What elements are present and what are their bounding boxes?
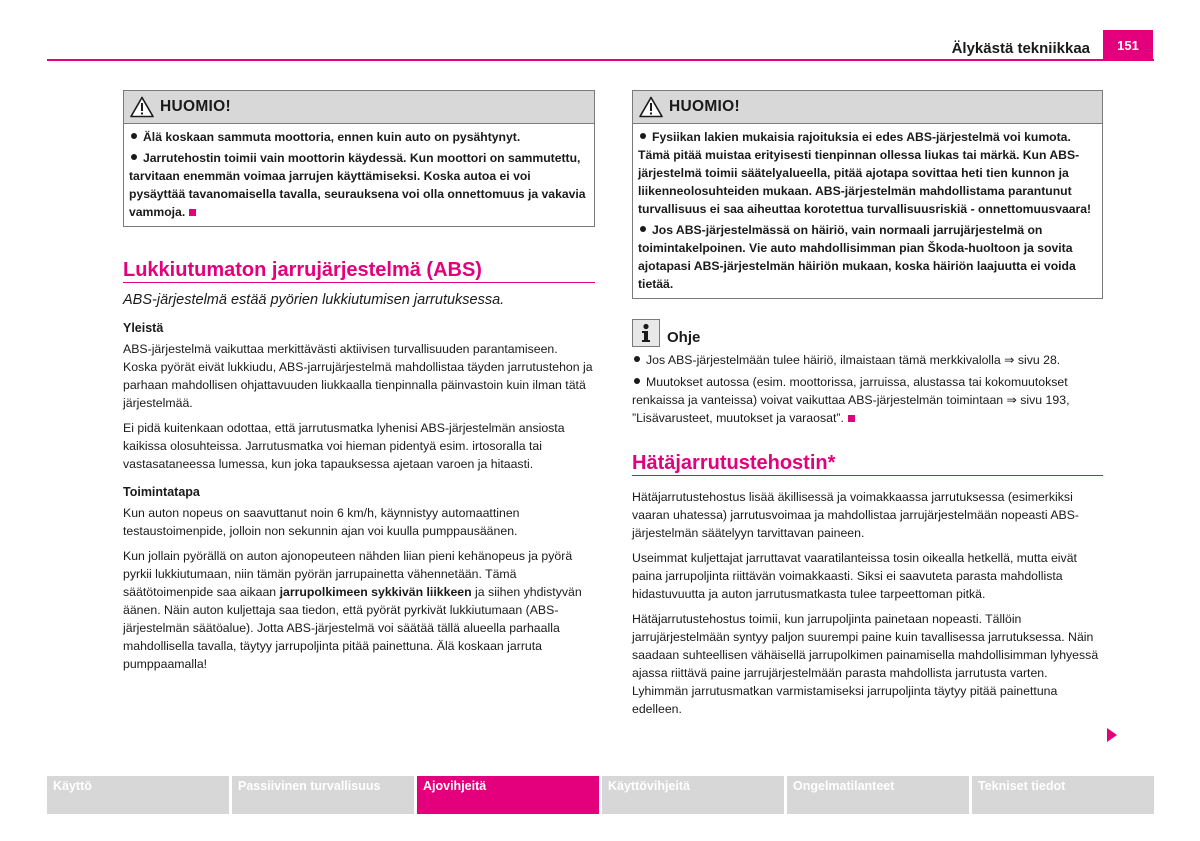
warning-item: Jos ABS-järjestelmässä on häiriö, vain normaali jarrujärjestelmä on toimintakelpoinen. Vie auto mahdollisimman pian Škoda-huoltoon ja sovita ajotapasi ABS-järjestelmän häiriön mukaan, koska häiriön laajuutta ei voida tietää. xyxy=(638,223,1076,291)
nav-tab-technical-data[interactable]: Tekniset tiedot xyxy=(972,776,1154,814)
subheading-general: Yleistä xyxy=(123,321,164,335)
bullet-icon xyxy=(632,376,642,386)
warning-header xyxy=(633,91,1102,124)
section-subtitle: ABS-järjestelmä estää pyörien lukkiutumisen jarrutuksessa. xyxy=(123,292,505,308)
note-item: Muutokset autossa (esim. moottorissa, jarruissa, alustassa tai kokomuutokset renkaissa ja vanteissa) voivat vaikuttaa ABS-järjestelmän toimintaan ⇒ sivu 193, ”Lisävarusteet, muutokset ja varaosat”. xyxy=(632,375,1070,425)
bullet-icon xyxy=(638,224,648,234)
section-title-abs: Lukkiutumaton jarrujärjestelmä (ABS) xyxy=(123,261,595,283)
end-of-section-icon xyxy=(848,415,855,422)
note-item: Jos ABS-järjestelmään tulee häiriö, ilmaistaan tämä merkkivalolla ⇒ sivu 28. xyxy=(632,351,1103,369)
nav-tab-usage-tips[interactable]: Käyttövihjeitä xyxy=(602,776,784,814)
warning-title: HUOMIO! xyxy=(160,98,231,115)
bullet-icon xyxy=(632,354,642,364)
warning-body xyxy=(633,124,1102,298)
warning-box-right xyxy=(632,90,1103,299)
paragraph: Kun auton nopeus on saavuttanut noin 6 km/h, käynnistyy automaattinen testaustoimenpide, jolloin non sekunnin ajan voi kuulla pumppausäänen. xyxy=(123,506,520,538)
next-page-arrow-icon[interactable] xyxy=(1107,728,1117,742)
header-rule xyxy=(47,59,1154,61)
emphasis: jarrupolkimeen sykkivän liikkeen xyxy=(279,585,472,599)
warning-triangle-icon xyxy=(639,96,663,118)
paragraph: Hätäjarrutustehostus lisää äkillisessä ja voimakkaassa jarrutuksessa (esimerkiksi vaaran uhatessa) jarrutusvoimaa ja mahdollistaa jarrujärjestelmään nopeasti ABS-järjestelmän säätelyyn tarvittavan paineen. xyxy=(632,490,1080,540)
warning-item: Jarrutehostin toimii vain moottorin käydessä. Kun moottori on sammutettu, tarvitaan enemmän voimaa jarrujen käyttämiseksi. Koska autoa ei voi pysäyttää tavanomaisella tavalla, seurauksena voi olla onnettomuus ja vakavia vammoja. xyxy=(129,151,586,219)
chapter-nav xyxy=(47,776,1154,814)
end-of-section-icon xyxy=(189,209,196,216)
warning-triangle-icon xyxy=(130,96,154,118)
bullet-icon xyxy=(129,152,139,162)
bullet-icon xyxy=(129,131,139,141)
nav-tab-kaytto[interactable]: Käyttö xyxy=(47,776,229,814)
bullet-icon xyxy=(638,131,648,141)
warning-body xyxy=(124,124,594,226)
paragraph: Ei pidä kuitenkaan odottaa, että jarrutusmatka lyhenisi ABS-järjestelmän ansiosta kaikissa olosuhteissa. Jarrutusmatka voi hieman pidentyä esim. irtosoralla tai vastasataneessa lumessa, kun joka tapauksessa ajetaan varoen ja hitaasti. xyxy=(123,421,565,471)
subheading-function: Toimintatapa xyxy=(123,485,200,499)
nav-tab-problems[interactable]: Ongelmatilanteet xyxy=(787,776,969,814)
nav-tab-passive-safety[interactable]: Passiivinen turvallisuus xyxy=(232,776,414,814)
paragraph: Hätäjarrutustehostus toimii, kun jarrupoljinta painetaan nopeasti. Tällöin jarrujärjestelmään syntyy paljon suurempi paine kuin tavallisessa jarrutuksessa. Näin saadaan suhteellisen vähäisellä jarrupolkimen painamisella mahdollisimman lyhyessä ajassa riittävä paine jarrujärjestelmään parasta mahdollista jarrutusta varten. Lyhimmän jarrutusmatkan varmistamiseksi jarrupoljinta täytyy pitää painettuna edelleen. xyxy=(632,612,1099,716)
page-number: 151 xyxy=(1103,30,1153,60)
paragraph: ABS-järjestelmä vaikuttaa merkittävästi aktiivisen turvallisuuden parantamiseen. Koska pyörät eivät lukkiudu, ABS-jarrujärjestelmä mahdollistaa täyden jarrutustehon ja parhaan mahdollisen ohjattavuuden liukkaalla tienpinnalla päinvastoin kuin ilman tätä järjestelmää. xyxy=(123,342,593,410)
warning-title: HUOMIO! xyxy=(669,98,740,115)
right-column xyxy=(632,90,1103,725)
note-header xyxy=(632,319,1103,347)
info-icon xyxy=(632,319,660,347)
paragraph: Kun jollain pyörällä on auton ajonopeuteen nähden liian pieni kehänopeus ja pyörä pyrkii lukkiutumaan, niin tämän pyörän jarrupainetta vähennetään. Tämä säätötoimenpide saa aikaan jarrupolkimeen sykkivän liikkeen ja siihen yhdistyvän äänen. Näin auton kuljettaja saa tiedon, että pyörät pyrkivät lukkiutumaan (ABS-järjestelmän säätöalue). Jotta ABS-järjestelmä voi säätää tällä alueella parhaalla mahdollisella tavalla, täytyy jarrupoljinta pitää painettuna. Älä koskaan jarruta pumppaamalla! xyxy=(123,549,582,671)
nav-tab-driving-tips[interactable]: Ajovihjeitä xyxy=(417,776,599,814)
warning-item: Älä koskaan sammuta moottoria, ennen kuin auto on pysähtynyt. xyxy=(129,128,588,146)
section-title-brake-assist: Hätäjarrutustehostin* xyxy=(632,454,1103,476)
paragraph: Useimmat kuljettajat jarruttavat vaaratilanteissa tosin oikealla hetkellä, mutta eivät paina jarrupoljinta riittävän voimakkaasti. Siksi ei saavuteta parasta mahdollista hidastuvuutta ja auton jarrutusmatkasta tulee tarpeettoman pitkä. xyxy=(632,551,1077,601)
warning-header xyxy=(124,91,594,124)
page-title: Älykästä tekniikkaa xyxy=(951,40,1090,57)
note-title: Ohje xyxy=(667,329,701,346)
left-column xyxy=(123,90,595,680)
warning-item: Fysiikan lakien mukaisia rajoituksia ei edes ABS-järjestelmä voi kumota. Tämä pitää muistaa erityisesti tienpinnan ollessa liukas tai märkä. Kun ABS-järjestelmä toimii säätelyalueella, pitää ajotapa sovittaa heti tien kunnon ja liikenneolosuhteiden mukaan. ABS-järjestelmän mahdollistama parantunut turvallisuus ei saa aiheuttaa korotettua turvallisuusriskiä - onnettomuusvaara! xyxy=(638,130,1092,216)
warning-box-left xyxy=(123,90,595,227)
